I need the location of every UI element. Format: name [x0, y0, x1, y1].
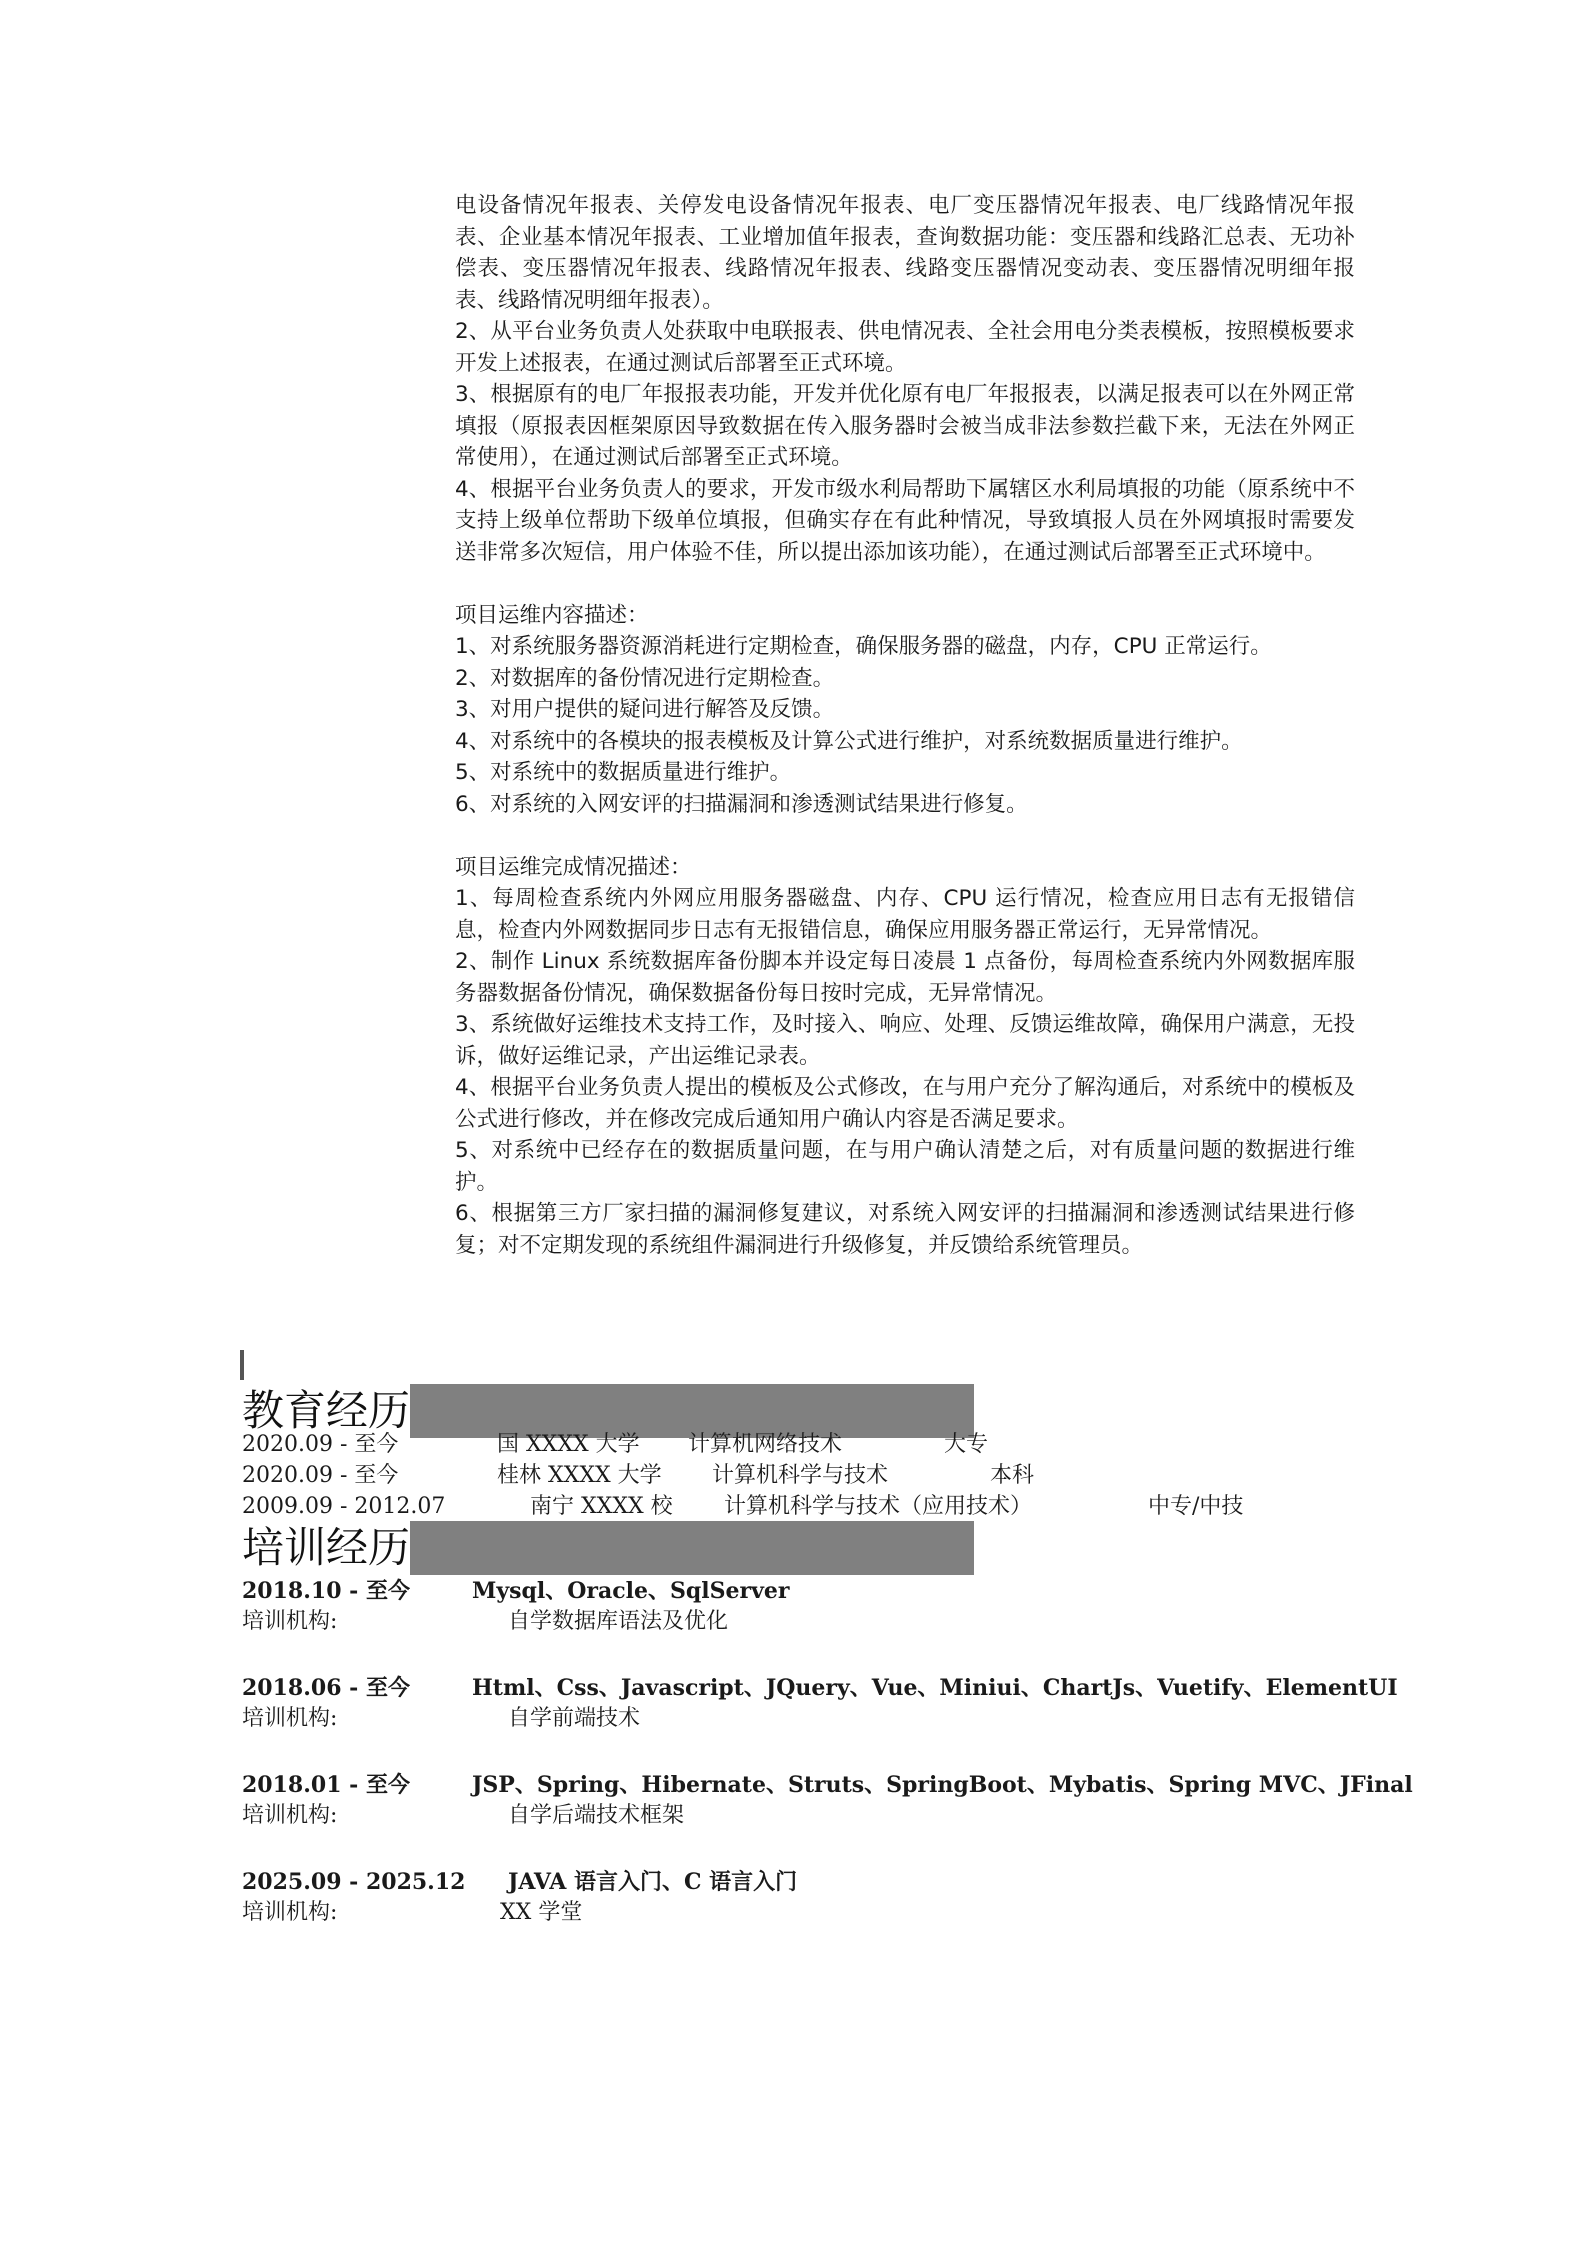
completion-heading: 项目运维完成情况描述： [455, 854, 692, 880]
completion-item: 5、对系统中已经存在的数据质量问题，在与用户确认清楚之后，对有质量问题的数据进行维护。 [455, 1138, 1355, 1195]
education-period: 2020.09 - 至今 [242, 1463, 399, 1488]
training-section-header [240, 1521, 974, 1575]
completion-item: 4、根据平台业务负责人提出的模板及公式修改，在与用户充分了解沟通后，对系统中的模板及公式进行修改，并在修改完成后通知用户确认内容是否满足要求。 [455, 1075, 1355, 1132]
paragraph: 3、根据原有的电厂年报报表功能，开发并优化原有电厂年报报表，以满足报表可以在外网正常填报（原报表因框架原因导致数据在传入服务器时会被当成非法参数拦截下来，无法在外网正常使用），在通过测试后部署至正式环境。 [455, 382, 1355, 470]
training-org: 自学数据库语法及优化 [508, 1609, 729, 1634]
completion-item: 2、制作 Linux 系统数据库备份脚本并设定每日凌晨 1 点备份，每周检查系统内外网数据库服务器数据备份情况，确保数据备份每日按时完成，无异常情况。 [455, 949, 1355, 1006]
training-period: 2018.10 - 至今 [242, 1578, 410, 1604]
maintenance-item: 6、对系统的入网安评的扫描漏洞和渗透测试结果进行修复。 [455, 791, 1028, 817]
training-org: 自学后端技术框架 [508, 1803, 685, 1828]
training-period: 2025.09 - 2025.12 [242, 1869, 466, 1895]
education-degree: 大专 [944, 1432, 989, 1457]
education-school: 国 XXXX 大学 [497, 1432, 640, 1457]
maintenance-item: 4、对系统中的各模块的报表模板及计算公式进行维护，对系统数据质量进行维护。 [455, 728, 1243, 754]
education-section-header [240, 1384, 974, 1438]
education-period: 2020.09 - 至今 [242, 1432, 399, 1457]
completion-item: 3、系统做好运维技术支持工作，及时接入、响应、处理、反馈运维故障，确保用户满意，无投诉，做好运维记录，产出运维记录表。 [455, 1012, 1355, 1069]
maintenance-item: 2、对数据库的备份情况进行定期检查。 [455, 665, 835, 691]
project-description [455, 190, 1355, 1261]
education-degree: 中专/中技 [1148, 1494, 1244, 1519]
training-period: 2018.06 - 至今 [242, 1675, 410, 1701]
paragraph: 电设备情况年报表、关停发电设备情况年报表、电厂变压器情况年报表、电厂线路情况年报表、企业基本情况年报表、工业增加值年报表，查询数据功能：变压器和线路汇总表、无功补偿表、变压器情况年报表、线路情况年报表、线路变压器情况变动表、变压器情况明细年报表、线路情况明细年报表）。 [455, 193, 1355, 313]
maintenance-item: 1、对系统服务器资源消耗进行定期检查，确保服务器的磁盘，内存，CPU 正常运行。 [455, 634, 1272, 659]
education-period: 2009.09 - 2012.07 [242, 1494, 446, 1519]
education-degree: 本科 [990, 1463, 1035, 1488]
completion-item: 1、每周检查系统内外网应用服务器磁盘、内存、CPU 运行情况，检查应用日志有无报错信息，检查内外网数据同步日志有无报错信息，确保应用服务器正常运行，无异常情况。 [455, 886, 1355, 943]
training-org-label: 培训机构: [242, 1803, 338, 1828]
education-school: 南宁 XXXX 校 [530, 1494, 673, 1519]
text-cursor-mark [240, 1350, 244, 1380]
maintenance-heading: 项目运维内容描述： [455, 602, 649, 628]
training-course: Html、Css、Javascript、JQuery、Vue、Miniui、ChartJs、Vuetify、ElementUI [472, 1675, 1398, 1701]
training-period: 2018.01 - 至今 [242, 1772, 410, 1798]
paragraph: 2、从平台业务负责人处获取中电联报表、供电情况表、全社会用电分类表模板，按照模板要求开发上述报表，在通过测试后部署至正式环境。 [455, 319, 1355, 376]
maintenance-item: 5、对系统中的数据质量进行维护。 [455, 760, 792, 785]
completion-item: 6、根据第三方厂家扫描的漏洞修复建议，对系统入网安评的扫描漏洞和渗透测试结果进行修复；对不定期发现的系统组件漏洞进行升级修复，并反馈给系统管理员。 [455, 1201, 1355, 1258]
training-course: Mysql、Oracle、SqlServer [472, 1578, 790, 1604]
maintenance-item: 3、对用户提供的疑问进行解答及反馈。 [455, 697, 835, 722]
training-org: 自学前端技术 [508, 1706, 641, 1731]
training-course: JSP、Spring、Hibernate、Struts、SpringBoot、Mybatis、Spring MVC、JFinal [472, 1772, 1413, 1798]
education-major: 计算机科学与技术 [712, 1463, 889, 1488]
training-course: JAVA 语言入门、C 语言入门 [508, 1869, 798, 1895]
paragraph: 4、根据平台业务负责人的要求，开发市级水利局帮助下属辖区水利局填报的功能（原系统中不支持上级单位帮助下级单位填报，但确实存在有此种情况，导致填报人员在外网填报时需要发送非常多次短信，用户体验不佳，所以提出添加该功能），在通过测试后部署至正式环境中。 [455, 476, 1355, 565]
training-org: XX 学堂 [500, 1900, 583, 1925]
training-org-label: 培训机构: [242, 1609, 338, 1634]
training-org-label: 培训机构: [242, 1900, 338, 1925]
education-school: 桂林 XXXX 大学 [497, 1463, 662, 1488]
training-title: 培训经历 [240, 1521, 410, 1575]
training-org-label: 培训机构: [242, 1706, 338, 1731]
education-major: 计算机网络技术 [688, 1432, 843, 1457]
education-title: 教育经历 [240, 1384, 410, 1438]
education-major: 计算机科学与技术（应用技术） [724, 1494, 1033, 1519]
